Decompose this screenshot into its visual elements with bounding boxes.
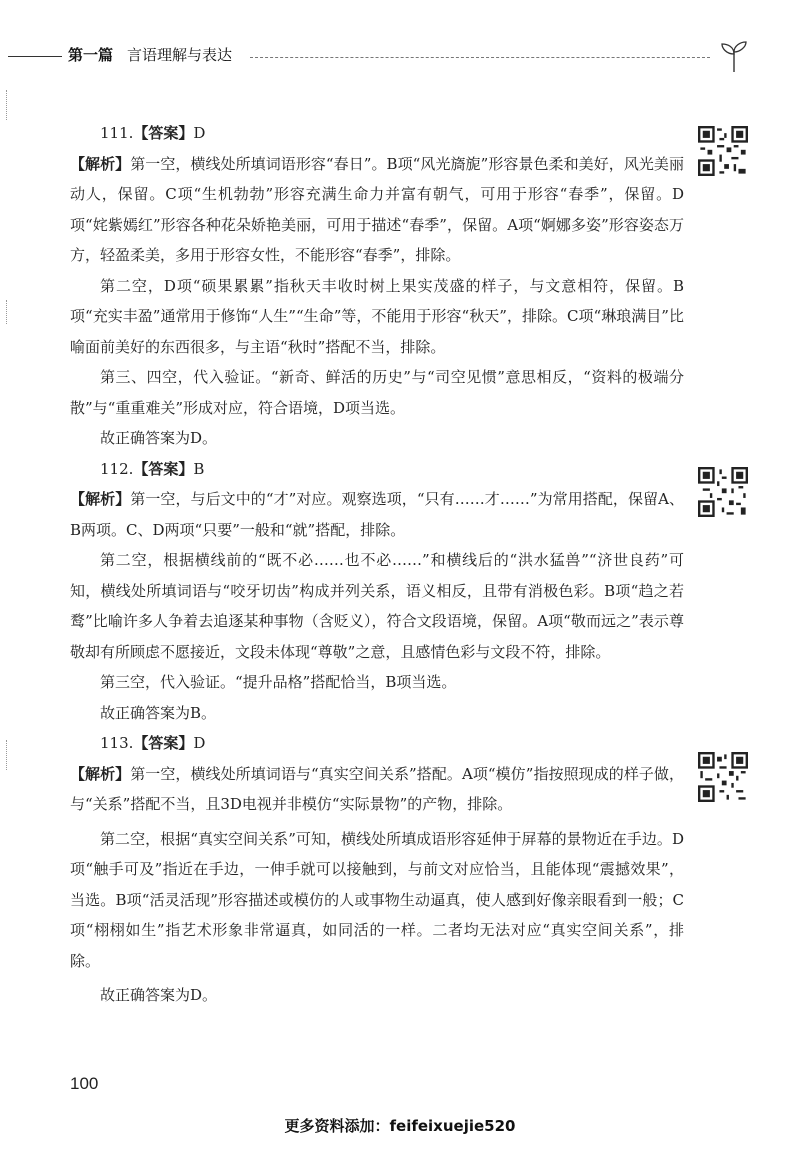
margin-mark <box>6 740 9 770</box>
header-title <box>68 44 232 65</box>
explanation-paragraph: 第三空，代入验证。“提升品格”搭配恰当，B项当选。 <box>100 673 457 691</box>
conclusion: 故正确答案为D。 <box>100 986 218 1004</box>
question-number: 112. <box>100 459 134 478</box>
explanation-paragraph: 第三、四空，代入验证。“新奇、鲜活的历史”与“司空见惯”意思相反，“资料的极端分散”与“重重难关”形成对应，符合语境，D项当选。 <box>70 368 684 417</box>
answer-content <box>70 118 684 1011</box>
margin-mark <box>6 90 9 120</box>
explanation-paragraph <box>70 149 684 271</box>
page-number: 100 <box>70 1074 99 1093</box>
conclusion: 故正确答案为B。 <box>100 703 217 722</box>
explanation-paragraph: 第二空，D项“硕果累累”指秋天丰收时树上果实茂盛的样子，与文意相符，保留。B项“充实丰盈”通常用于修饰“人生”“生命”等，不能用于形容“秋天”，排除。C项“琳琅满目”比喻面前美好的东西很多，与主语“秋时”搭配不当，排除。 <box>70 276 684 356</box>
explanation-label: 【解析】 <box>70 764 131 783</box>
explanation-paragraph: 第二空，根据横线前的“既不必……也不必……”和横线后的“洪水猛兽”“济世良药”可知，横线处所填词语与“咬牙切齿”构成并列关系，语义相反，且带有消极色彩。B项“趋之若鹜”比喻许多人争着去追逐某种事物（含贬义），符合文段语境，保留。A项“敬而远之”表示尊敬却有所顾虑不愿接近，文段未体现“尊敬”之意，且感情色彩与文段不符，排除。 <box>70 551 684 661</box>
page-header <box>0 38 800 78</box>
explanation-text: 第一空，横线处所填词语与“真实空间关系”搭配。A项“模仿”指按照现成的样子做，与“关系”搭配不当，且3D电视并非模仿“实际景物”的产物，排除。 <box>70 764 684 813</box>
header-part: 第一篇 <box>68 46 114 64</box>
answer-label: 【答案】 <box>133 459 194 478</box>
question-number: 113. <box>100 734 134 752</box>
question-112-answer <box>70 454 684 485</box>
qr-code-icon <box>698 126 748 176</box>
explanation-paragraph <box>70 759 684 820</box>
explanation-text: 第一空，与后文中的“才”对应。观察选项，“只有……才……”为常用搭配，保留A、B两项。C、D两项“只要”一般和“就”搭配，排除。 <box>70 490 684 539</box>
sprout-icon <box>716 38 752 74</box>
explanation-paragraph <box>70 484 684 545</box>
answer-label: 【答案】 <box>133 124 194 142</box>
margin-mark <box>6 300 9 324</box>
answer-value: B <box>193 459 205 478</box>
explanation-label: 【解析】 <box>70 154 131 173</box>
header-section-title: 言语理解与表达 <box>127 46 233 64</box>
question-113-answer <box>70 728 684 759</box>
answer-value: D <box>193 734 206 752</box>
explanation-label: 【解析】 <box>70 490 131 508</box>
header-rule-left <box>8 56 62 57</box>
qr-code-icon <box>698 752 748 802</box>
answer-label: 【答案】 <box>133 734 194 752</box>
footer-note: 更多资料添加：feifeixuejie520 <box>284 1117 516 1135</box>
question-111-answer <box>70 118 684 149</box>
header-rule-right <box>250 57 710 58</box>
conclusion: 故正确答案为D。 <box>100 429 218 447</box>
explanation-paragraph: 第二空，根据“真实空间关系”可知，横线处所填成语形容延伸于屏幕的景物近在手边。D项“触手可及”指近在手边，一伸手就可以接触到，与前文对应恰当，且能体现“震撼效果”，当选。B项“活灵活现”形容描述或模仿的人或事物生动逼真，使人感到好像亲眼看到一般；C项“栩栩如生”指艺术形象非常逼真，如同活的一样。二者均无法对应“真实空间关系”，排除。 <box>70 829 684 970</box>
explanation-text: 第一空，横线处所填词语形容“春日”。B项“风光旖旎”形容景色柔和美好，风光美丽动人，保留。C项“生机勃勃”形容充满生命力并富有朝气，可用于形容“春季”，保留。D项“姹紫嫣红”形容各种花朵娇艳美丽，可用于描述“春季”，保留。A项“婀娜多姿”形容姿态万方，轻盈柔美，多用于形容女性，不能形容“春季”，排除。 <box>70 154 684 264</box>
question-number: 111. <box>100 124 134 142</box>
answer-value: D <box>193 124 206 142</box>
qr-code-icon <box>698 467 748 517</box>
